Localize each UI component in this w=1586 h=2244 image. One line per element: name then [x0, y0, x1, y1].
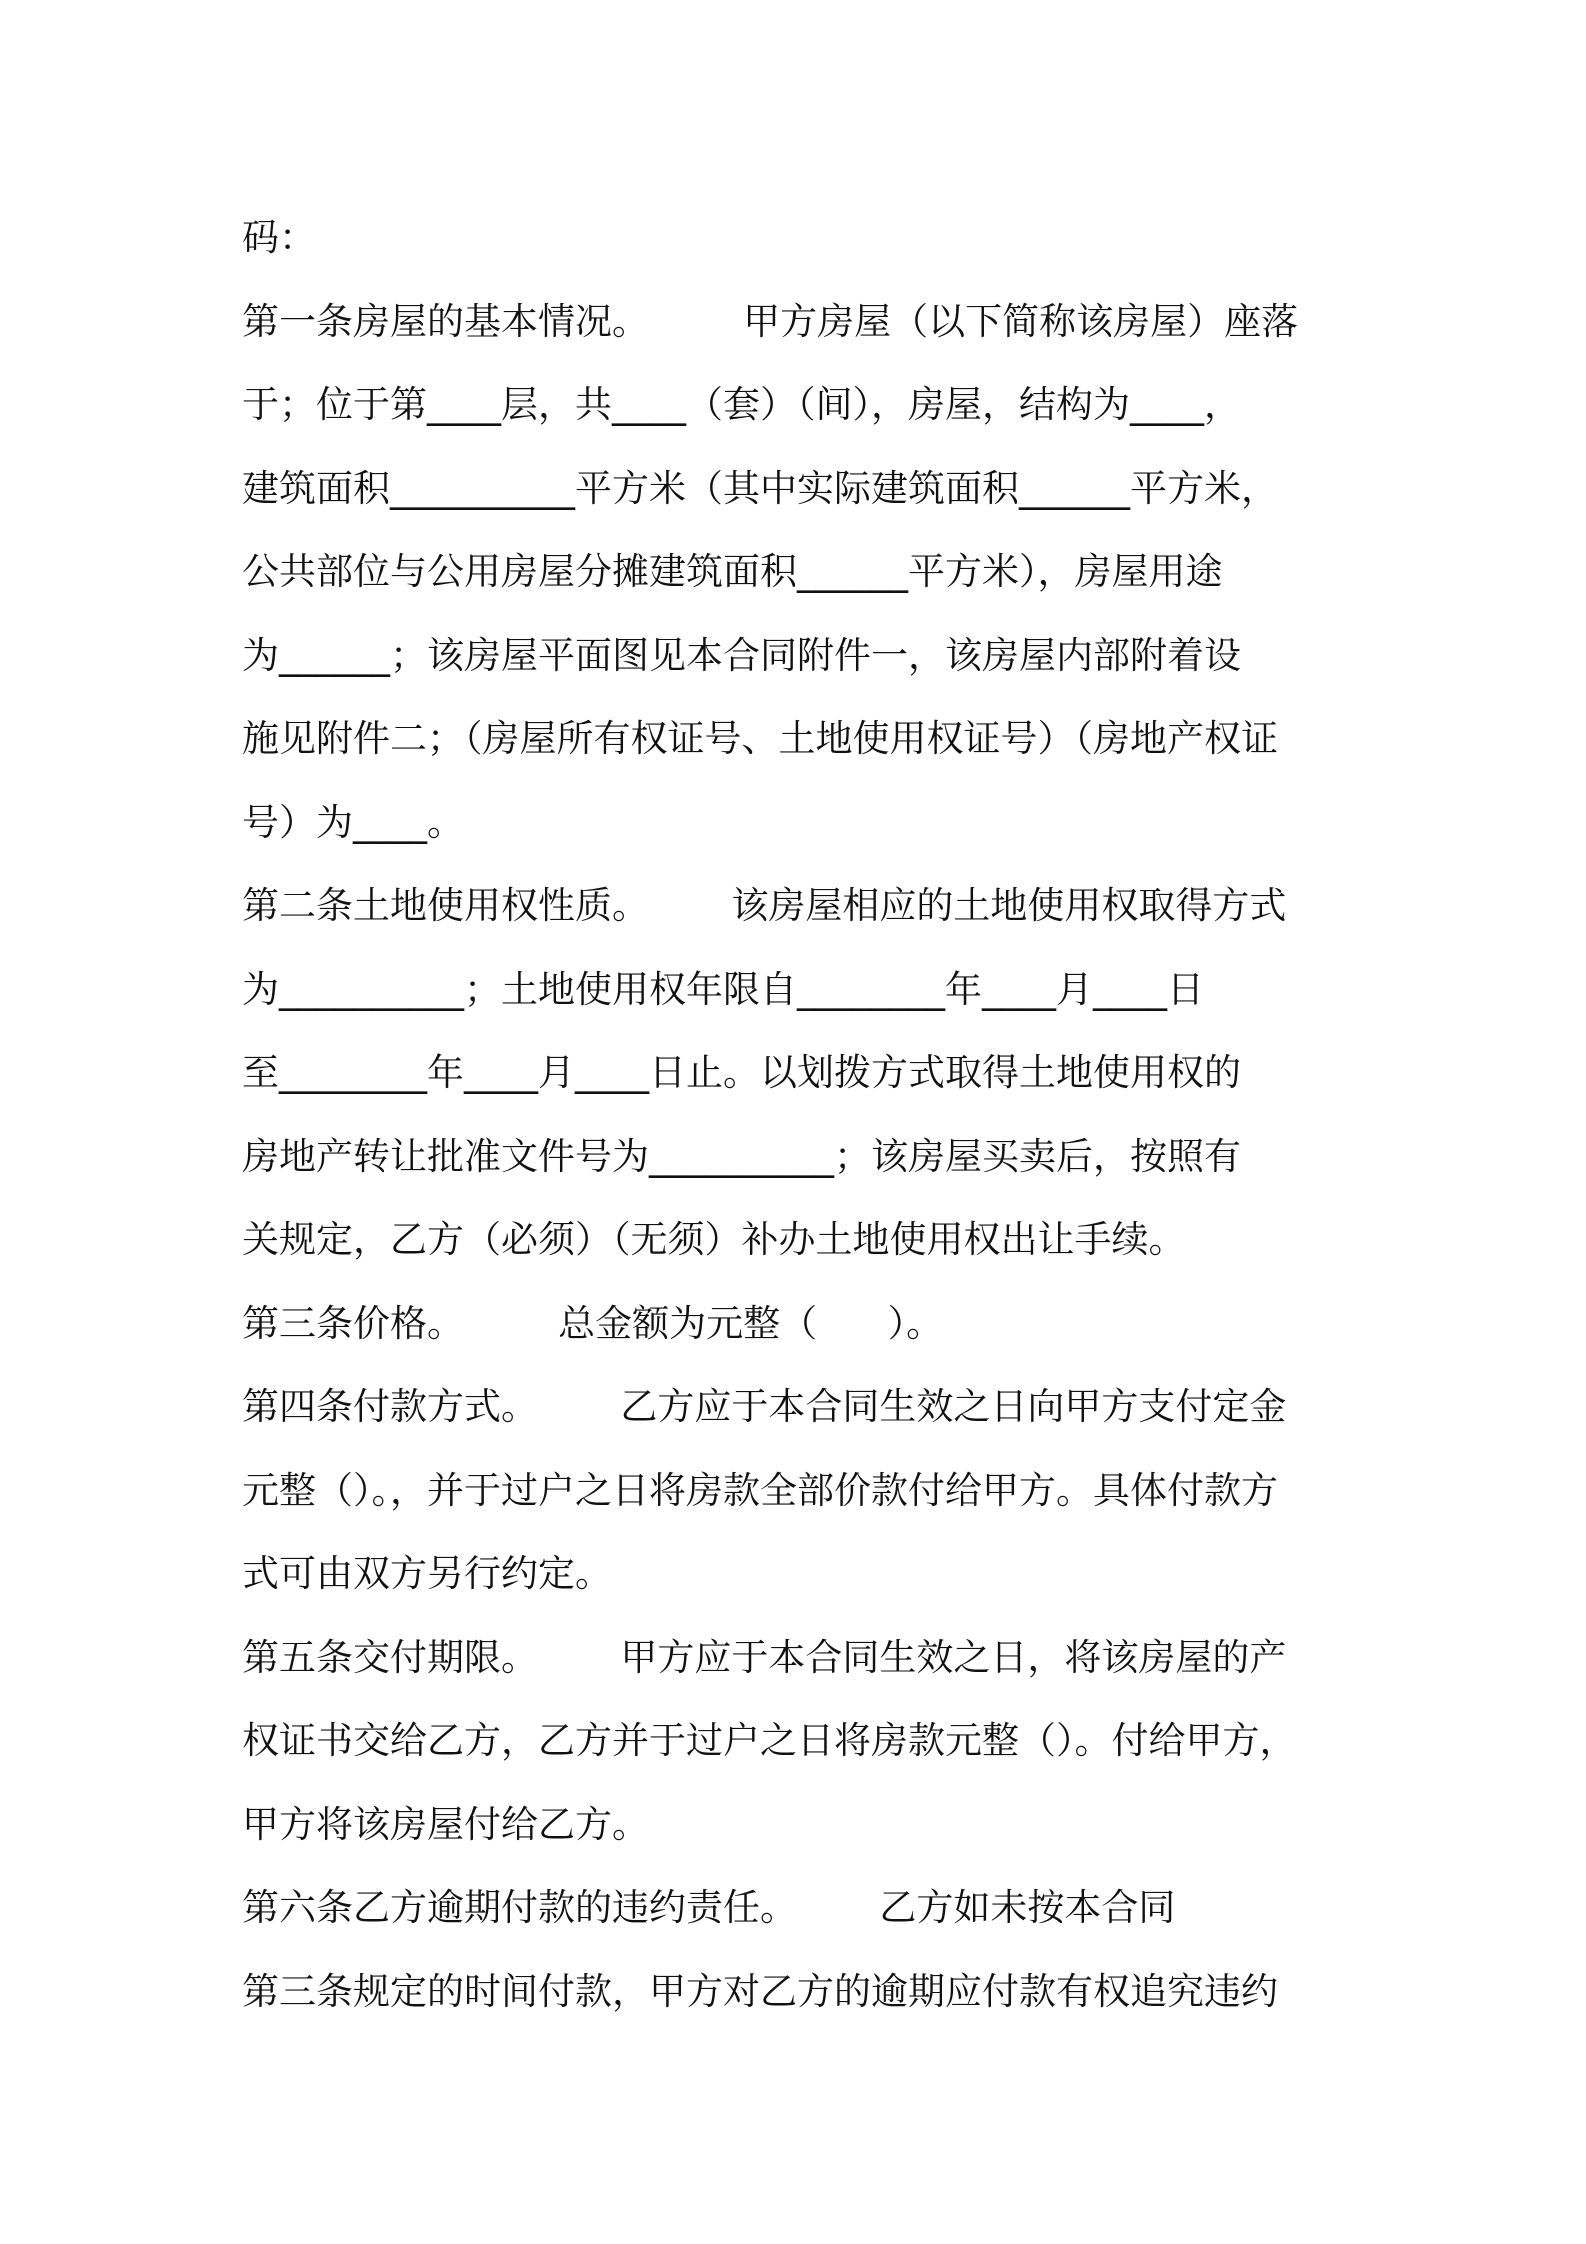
text-line: 施见附件二；（房屋所有权证号、土地使用权证号）（房地产权证	[242, 717, 1278, 760]
text-line: 码：	[242, 216, 316, 259]
text-line: 元整（）。，并于过户之日将房款全部价款付给甲方。具体付款方	[242, 1468, 1278, 1512]
text-line: 房地产转让批准文件号为__________；该房屋买卖后，按照有	[242, 1134, 1241, 1178]
text-line: 为__________；土地使用权年限自________年____月____日	[242, 967, 1204, 1011]
text-line: 第六条乙方逾期付款的违约责任。 乙方如未按本合同	[242, 1886, 1176, 1929]
text-line: 于；位于第____层，共____（套）（间），房屋，结构为____，	[242, 383, 1241, 426]
text-line: 号）为____。	[242, 800, 464, 844]
text-line: 第四条付款方式。 乙方应于本合同生效之日向甲方支付定金	[242, 1385, 1287, 1428]
text-line: 权证书交给乙方，乙方并于过户之日将房款元整（）。付给甲方，	[242, 1719, 1297, 1762]
text-line: 为______；该房屋平面图见本合同附件一，该房屋内部附着设	[242, 633, 1241, 677]
text-line: 第三条规定的时间付款，甲方对乙方的逾期应付款有权追究违约	[242, 1969, 1278, 2013]
text-line: 第二条土地使用权性质。 该房屋相应的土地使用权取得方式	[242, 884, 1287, 927]
text-line: 第五条交付期限。 甲方应于本合同生效之日，将该房屋的产	[242, 1635, 1287, 1679]
text-line: 至________年____月____日止。以划拨方式取得土地使用权的	[242, 1051, 1241, 1094]
text-line: 甲方将该房屋付给乙方。	[242, 1802, 649, 1846]
text-line: 关规定，乙方（必须）（无须）补办土地使用权出让手续。	[242, 1218, 1186, 1261]
text-line: 第一条房屋的基本情况。 甲方房屋（以下简称该房屋）座落	[242, 299, 1299, 343]
text-line: 建筑面积__________平方米（其中实际建筑面积______平方米，	[242, 466, 1278, 510]
text-line: 公共部位与公用房屋分摊建筑面积______平方米），房屋用途	[242, 550, 1223, 593]
contract-body	[242, 196, 1372, 2033]
text-line: 第三条价格。 总金额为元整（ ）。	[242, 1301, 944, 1345]
text-line: 式可由双方另行约定。	[242, 1552, 612, 1595]
